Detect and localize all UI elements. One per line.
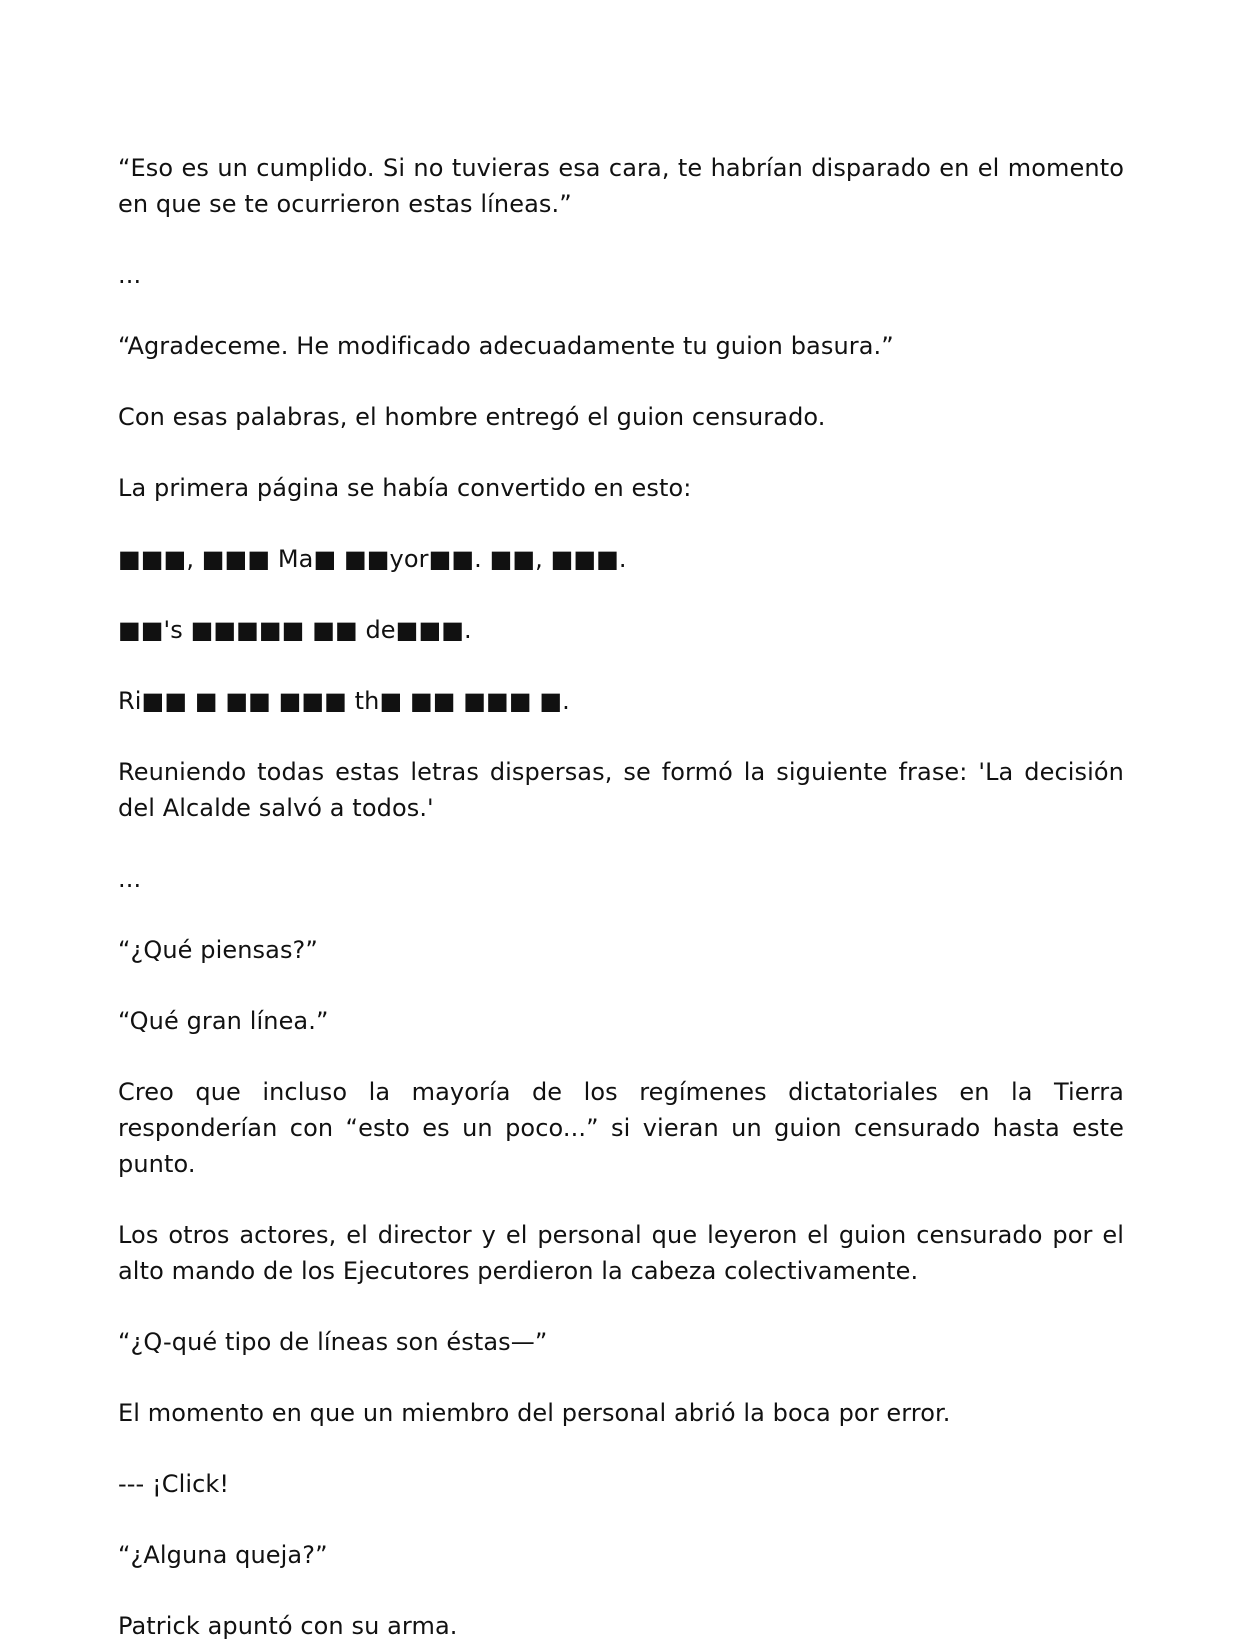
censored-line-3: Ri■■ ■ ■■ ■■■ th■ ■■ ■■■ ■. xyxy=(118,687,570,715)
paragraph-ellipsis: ... xyxy=(118,261,142,289)
paragraph-great-line: “Qué gran línea.” xyxy=(118,1007,329,1035)
paragraph-thank-me: “Agradeceme. He modificado adecuadamente tu guion basura.” xyxy=(118,332,894,360)
censored-line-1: ■■■, ■■■ Ma■ ■■yor■■. ■■, ■■■. xyxy=(118,545,627,573)
paragraph-click: --- ¡Click! xyxy=(118,1470,230,1498)
paragraph-what-do-you-think: “¿Qué piensas?” xyxy=(118,936,318,964)
document-body xyxy=(118,150,1132,1644)
paragraph-ellipsis: ... xyxy=(118,865,142,893)
paragraph-first-page: La primera página se había convertido en esto: xyxy=(118,474,692,502)
paragraph-gathered-letters: Reuniendo todas estas letras dispersas, se formó la siguiente frase: 'La decisión del Alcalde salvó a todos.' xyxy=(118,758,1132,822)
paragraph-any-complaints: “¿Alguna queja?” xyxy=(118,1541,328,1569)
paragraph-dictatorial-regimes: Creo que incluso la mayoría de los regímenes dictatoriales en la Tierra responderían con “esto es un poco...” si vieran un guion censurado hasta este punto. xyxy=(118,1078,1132,1178)
paragraph-what-lines: “¿Q-qué tipo de líneas son éstas—” xyxy=(118,1328,548,1356)
paragraph-other-actors: Los otros actores, el director y el personal que leyeron el guion censurado por el alto mando de los Ejecutores perdieron la cabeza colectivamente. xyxy=(118,1221,1132,1285)
censored-line-2: ■■'s ■■■■■ ■■ de■■■. xyxy=(118,616,472,644)
paragraph-compliment: “Eso es un cumplido. Si no tuvieras esa cara, te habrían disparado en el momento en que se te ocurrieron estas líneas.” xyxy=(118,154,1132,218)
paragraph-patrick-aims: Patrick apuntó con su arma. xyxy=(118,1612,458,1640)
paragraph-staff-member: El momento en que un miembro del personal abrió la boca por error. xyxy=(118,1399,951,1427)
paragraph-handed-script: Con esas palabras, el hombre entregó el guion censurado. xyxy=(118,403,826,431)
